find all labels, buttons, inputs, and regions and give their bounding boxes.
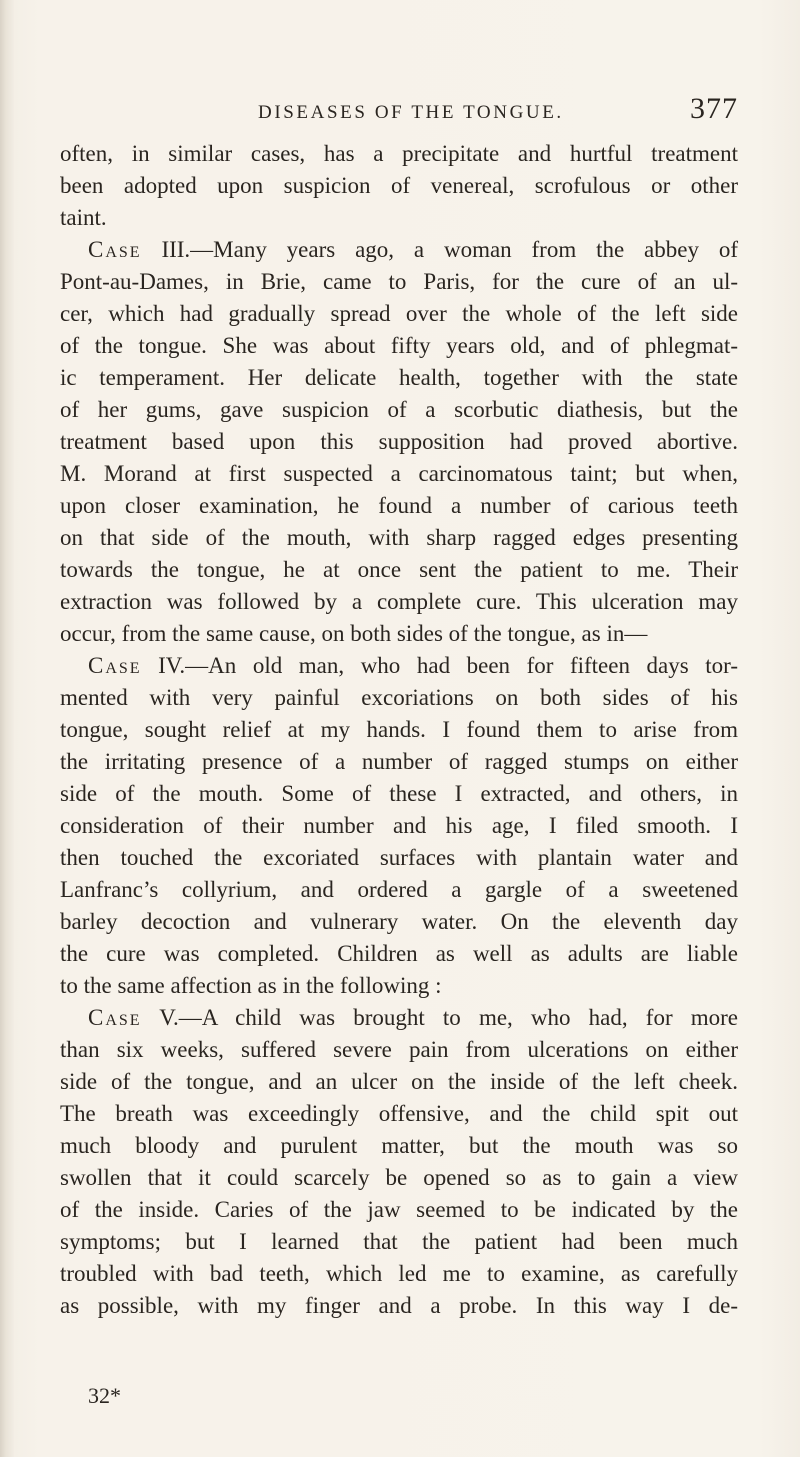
line-text: extraction was followed by a complete cure. This ulceration may	[60, 589, 738, 614]
text-line	[60, 490, 738, 522]
line-text: as possible, with my finger and a probe. In this way I de-	[60, 1293, 738, 1318]
line-text: of the inside. Caries of the jaw seemed to be indicated by the	[60, 1197, 738, 1222]
line-text: treatment based upon this supposition had proved abortive.	[60, 429, 738, 454]
text-line	[60, 330, 738, 362]
signature-mark: 32*	[88, 1383, 121, 1408]
text-line	[60, 1194, 738, 1226]
line-text: the cure was completed. Children as well as adults are liable	[60, 941, 738, 966]
line-text: symptoms; but I learned that the patient had been much	[60, 1229, 738, 1254]
line-text: barley decoction and vulnerary water. On the eleventh day	[60, 909, 738, 934]
text-line	[60, 458, 738, 490]
page-number: 377	[690, 92, 738, 125]
line-text: occur, from the same cause, on both sides of the tongue, as in—	[60, 621, 648, 646]
line-text: Lanfranc’s collyrium, and ordered a gargle of a sweetened	[60, 877, 738, 902]
text-line	[60, 138, 738, 170]
running-title: DISEASES OF THE TONGUE.	[258, 102, 564, 123]
text-line	[60, 618, 738, 650]
text-line	[60, 1162, 738, 1194]
body-text	[60, 138, 738, 1322]
line-text: cer, which had gradually spread over the whole of the left side	[60, 301, 738, 326]
text-line	[60, 234, 738, 266]
text-line	[60, 714, 738, 746]
text-line	[60, 1258, 738, 1290]
text-line	[60, 1290, 738, 1322]
text-line	[60, 874, 738, 906]
text-line	[60, 266, 738, 298]
line-text: III.—Many years ago, a woman from the abbey of	[141, 237, 738, 262]
line-text: V.—A child was brought to me, who had, for more	[141, 1005, 738, 1030]
text-line	[60, 394, 738, 426]
text-line	[60, 554, 738, 586]
line-text: ic temperament. Her delicate health, together with the state	[60, 365, 738, 390]
line-text: troubled with bad teeth, which led me to examine, as carefully	[60, 1261, 738, 1286]
line-text: IV.—An old man, who had been for fifteen days tor-	[141, 653, 738, 678]
text-line	[60, 746, 738, 778]
line-text: Pont-au-Dames, in Brie, came to Paris, for the cure of an ul-	[60, 269, 738, 294]
line-text: of the tongue. She was about fifty years old, and of phlegmat-	[60, 333, 738, 358]
line-text: much bloody and purulent matter, but the mouth was so	[60, 1133, 738, 1158]
text-line	[60, 938, 738, 970]
text-line	[60, 202, 738, 234]
text-line	[60, 1226, 738, 1258]
line-text: The breath was exceedingly offensive, and the child spit out	[60, 1101, 738, 1126]
text-line	[60, 1066, 738, 1098]
line-text: on that side of the mouth, with sharp ragged edges presenting	[60, 525, 738, 550]
line-text: then touched the excoriated surfaces with plantain water and	[60, 845, 738, 870]
line-text: tongue, sought relief at my hands. I found them to arise from	[60, 717, 738, 742]
text-line	[60, 1098, 738, 1130]
line-text: consideration of their number and his age, I filed smooth. I	[60, 813, 738, 838]
line-text: to the same affection as in the following :	[60, 973, 442, 998]
case-label: Case	[88, 237, 142, 262]
line-text: mented with very painful excoriations on both sides of his	[60, 685, 738, 710]
text-line	[60, 1130, 738, 1162]
text-line	[60, 298, 738, 330]
line-text: M. Morand at first suspected a carcinomatous taint; but when,	[60, 461, 738, 486]
case-label: Case	[88, 653, 142, 678]
page-header	[258, 88, 738, 132]
line-text: towards the tongue, he at once sent the patient to me. Their	[60, 557, 738, 582]
text-line	[60, 970, 738, 1002]
text-line	[60, 426, 738, 458]
text-line	[60, 906, 738, 938]
line-text: upon closer examination, he found a number of carious teeth	[60, 493, 738, 518]
line-text: side of the tongue, and an ulcer on the inside of the left cheek.	[60, 1069, 738, 1094]
line-text: the irritating presence of a number of ragged stumps on either	[60, 749, 738, 774]
line-text: been adopted upon suspicion of venereal, scrofulous or other	[60, 173, 738, 198]
text-line	[60, 1002, 738, 1034]
text-line	[60, 586, 738, 618]
line-text: swollen that it could scarcely be opened so as to gain a view	[60, 1165, 738, 1190]
text-line	[60, 650, 738, 682]
page-binding-shadow	[0, 0, 14, 1457]
text-line	[60, 778, 738, 810]
line-text: of her gums, gave suspicion of a scorbutic diathesis, but the	[60, 397, 738, 422]
text-line	[60, 362, 738, 394]
text-line	[60, 682, 738, 714]
case-label: Case	[88, 1005, 142, 1030]
text-line	[60, 842, 738, 874]
text-line	[60, 522, 738, 554]
line-text: often, in similar cases, has a precipitate and hurtful treatment	[60, 141, 738, 166]
text-line	[60, 810, 738, 842]
line-text: side of the mouth. Some of these I extracted, and others, in	[60, 781, 738, 806]
text-line	[60, 170, 738, 202]
line-text: taint.	[60, 205, 107, 230]
text-line	[60, 1034, 738, 1066]
line-text: than six weeks, suffered severe pain from ulcerations on either	[60, 1037, 738, 1062]
